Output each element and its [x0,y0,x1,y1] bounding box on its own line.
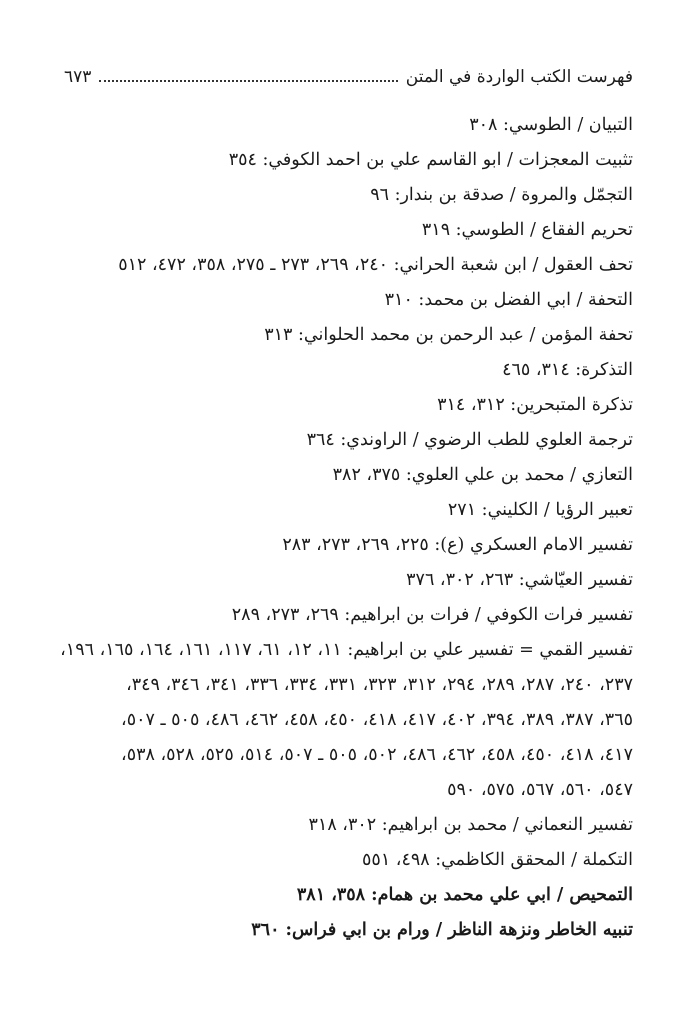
index-entry: تحريم الفقاع / الطوسي: ٣١٩ [421,220,633,240]
index-entry: التجمّل والمروة / صدقة بن بندار: ٩٦ [370,185,633,205]
header-dot-leader [99,80,397,82]
index-entry: التحفة / ابي الفضل بن محمد: ٣١٠ [384,290,633,310]
index-entry: تفسير القمي = تفسير علي بن ابراهيم: ١١، ١٢، ٦١، ١١٧، ١٦١، ١٦٤، ١٦٥، ١٩٦، [60,640,633,660]
index-entry: التعازي / محمد بن علي العلوي: ٣٧٥، ٣٨٢ [332,465,633,485]
index-entry: تفسير فرات الكوفي / فرات بن ابراهيم: ٢٦٩، ٢٧٣، ٢٨٩ [231,605,633,625]
index-entry: تثبيت المعجزات / ابو القاسم علي بن احمد الكوفي: ٣٥٤ [228,150,633,170]
index-entry: ترجمة العلوي للطب الرضوي / الراوندي: ٣٦٤ [306,430,633,450]
index-entry: تنبيه الخاطر ونزهة الناظر / ورام بن ابي فراس: ٣٦٠ [251,920,633,940]
index-entry: تعبير الرؤيا / الكليني: ٢٧١ [447,500,633,520]
index-entry: التبيان / الطوسي: ٣٠٨ [469,115,633,135]
page-number: ٦٧٣ [64,67,92,87]
index-entry: تفسير الامام العسكري (ع): ٢٢٥، ٢٦٩، ٢٧٣، ٢٨٣ [282,535,633,555]
index-entry: التمحيص / ابي علي محمد بن همام: ٣٥٨، ٣٨١ [296,885,633,905]
index-entry-continuation: ٢٣٧، ٢٤٠، ٢٨٧، ٢٨٩، ٢٩٤، ٣١٢، ٣٢٣، ٣٣١، ٣٣٤، ٣٣٦، ٣٤١، ٣٤٦، ٣٤٩، [126,675,633,695]
index-entry: تذكرة المتبحرين: ٣١٢، ٣١٤ [437,395,633,415]
index-entry-continuation: ٥٤٧، ٥٦٠، ٥٦٧، ٥٧٥، ٥٩٠ [447,780,633,800]
index-entry: تفسير العيّاشي: ٢٦٣، ٣٠٢، ٣٧٦ [406,570,633,590]
running-header [64,64,633,90]
index-entry: تفسير النعماني / محمد بن ابراهيم: ٣٠٢، ٣١٨ [308,815,633,835]
index-entry-continuation: ٣٦٥، ٣٨٧، ٣٨٩، ٣٩٤، ٤٠٢، ٤١٧، ٤١٨، ٤٥٠، ٤٥٨، ٤٦٢، ٤٨٦، ٥٠٥ ـ ٥٠٧، [121,710,633,730]
index-entry: التكملة / المحقق الكاظمي: ٤٩٨، ٥٥١ [362,850,633,870]
index-entry: تحفة المؤمن / عبد الرحمن بن محمد الحلواني: ٣١٣ [264,325,633,345]
index-entry: تحف العقول / ابن شعبة الحراني: ٢٤٠، ٢٦٩، ٢٧٣ ـ ٢٧٥، ٣٥٨، ٤٧٢، ٥١٢ [118,255,633,275]
header-title: فهرست الكتب الواردة في المتن [405,67,633,87]
index-entry-continuation: ٤١٧، ٤١٨، ٤٥٠، ٤٥٨، ٤٦٢، ٤٨٦، ٥٠٢، ٥٠٥ ـ ٥٠٧، ٥١٤، ٥٢٥، ٥٢٨، ٥٣٨، [121,745,633,765]
index-entries [62,108,633,948]
index-entry: التذكرة: ٣١٤، ٤٦٥ [502,360,633,380]
